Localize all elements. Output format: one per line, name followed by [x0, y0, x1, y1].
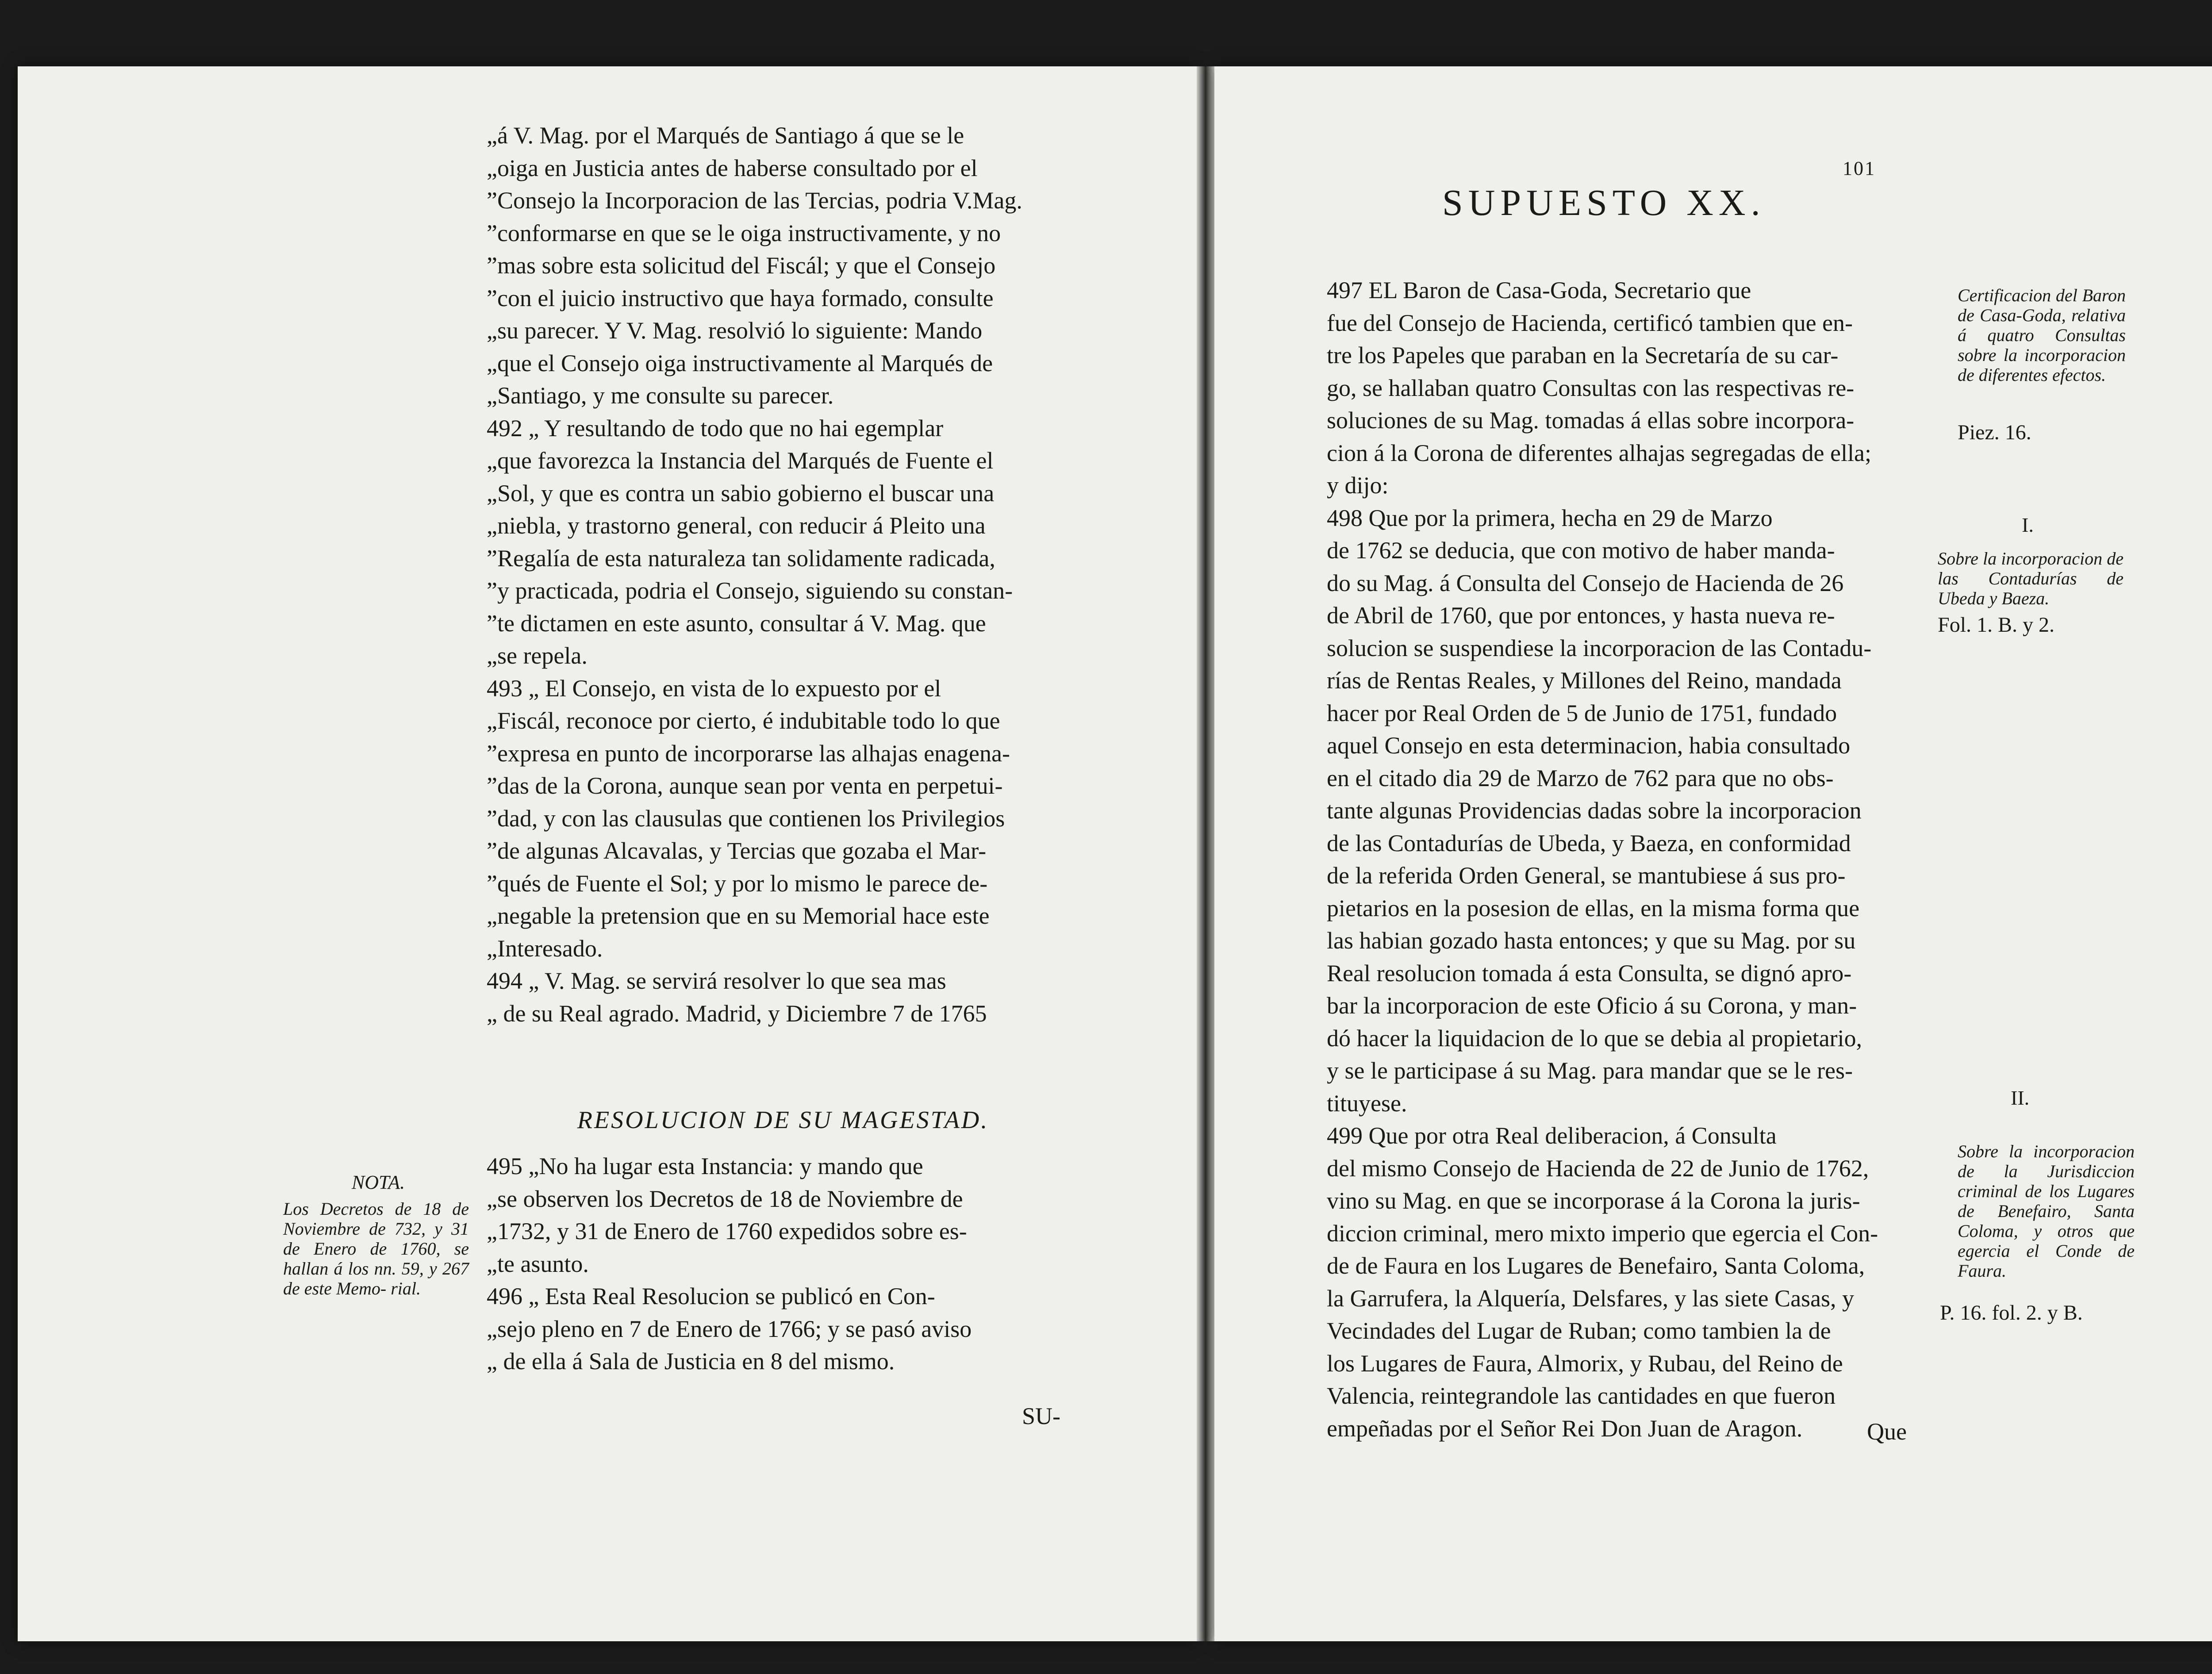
margin-ref-fol: Fol. 1. B. y 2.	[1938, 613, 2055, 637]
left-text-line: ”conformarse en que se le oiga instructivamente, y no	[487, 219, 1001, 246]
right-text-line: Real resolucion tomada á esta Consulta, se dignó apro-	[1327, 960, 1852, 987]
right-page-body	[1327, 274, 1928, 1445]
left-text-line: ”das de la Corona, aunque sean por venta en perpetui-	[487, 772, 1003, 799]
left-text-line: „Fiscál, reconoce por cierto, é indubitable todo lo que	[487, 707, 1000, 734]
book-gutter	[1197, 66, 1214, 1641]
left-text-line: „á V. Mag. por el Marqués de Santiago á que se le	[487, 122, 964, 149]
left-text-line: 493 „ El Consejo, en vista de lo expuesto por el	[487, 675, 941, 702]
right-text-line: aquel Consejo en esta determinacion, habia consultado	[1327, 732, 1851, 759]
page-number: 101	[1843, 157, 1876, 179]
left-text-line: ”expresa en punto de incorporarse las alhajas enagena-	[487, 740, 1010, 767]
right-text-line: Valencia, reintegrandole las cantidades en que fueron	[1327, 1382, 1836, 1409]
resolution-text-line: 495 „No ha lugar esta Instancia: y mando que	[487, 1153, 923, 1179]
right-text-line: dó hacer la liquidacion de lo que se debia al propietario,	[1327, 1025, 1863, 1052]
resolution-text-line: „sejo pleno en 7 de Enero de 1766; y se pasó aviso	[487, 1315, 972, 1342]
right-text-line: tante algunas Providencias dadas sobre la incorporacion	[1327, 797, 1862, 824]
nota-title: NOTA.	[351, 1171, 405, 1193]
right-text-line: rías de Rentas Reales, y Millones del Reino, mandada	[1327, 667, 1842, 694]
left-text-line: „que favorezca la Instancia del Marqués de Fuente el	[487, 447, 994, 474]
margin-numeral-1: I.	[2022, 514, 2034, 536]
left-text-line: ”te dictamen en este asunto, consultar á V. Mag. que	[487, 610, 986, 637]
left-text-line: „negable la pretension que en su Memorial hace este	[487, 902, 990, 929]
right-text-line: de las Contadurías de Ubeda, y Baeza, en conformidad	[1327, 829, 1851, 856]
right-text-line: del mismo Consejo de Hacienda de 22 de Junio de 1762,	[1327, 1155, 1869, 1182]
right-text-line: fue del Consejo de Hacienda, certificó tambien que en-	[1327, 309, 1853, 336]
left-text-line: ”y practicada, podria el Consejo, siguiendo su constan-	[487, 577, 1013, 604]
right-text-line: de Abril de 1760, que por entonces, y hasta nueva re-	[1327, 602, 1835, 629]
right-text-line: y se le participase á su Mag. para mandar que se le res-	[1327, 1057, 1853, 1084]
left-text-line: „que el Consejo oiga instructivamente al Marqués de	[487, 349, 993, 376]
left-text-line: 494 „ V. Mag. se servirá resolver lo que sea mas	[487, 968, 946, 994]
left-text-line: „Santiago, y me consulte su parecer.	[487, 382, 834, 409]
right-text-line: la Garrufera, la Alquería, Delsfares, y las siete Casas, y	[1327, 1285, 1855, 1312]
right-text-line: go, se hallaban quatro Consultas con las respectivas re-	[1327, 374, 1855, 401]
left-text-line: „Interesado.	[487, 935, 603, 962]
right-text-line: las habian gozado hasta entonces; y que su Mag. por su	[1327, 927, 1856, 954]
left-page-body	[487, 119, 1079, 1030]
left-text-line: ”mas sobre esta solicitud del Fiscál; y que el Consejo	[487, 252, 996, 279]
right-text-line: tituyese.	[1327, 1090, 1407, 1117]
right-text-line: soluciones de su Mag. tomadas á ellas sobre incorpora-	[1327, 407, 1855, 434]
right-text-line: Vecindades del Lugar de Ruban; como tambien la de	[1327, 1317, 1831, 1344]
right-text-line: empeñadas por el Señor Rei Don Juan de Aragon.	[1327, 1415, 1803, 1442]
right-text-line: do su Mag. á Consulta del Consejo de Hacienda de 26	[1327, 569, 1844, 596]
left-text-line: ”dad, y con las clausulas que contienen los Privilegios	[487, 805, 1005, 832]
left-text-line: „Sol, y que es contra un sabio gobierno el buscar una	[487, 480, 995, 507]
right-text-line: bar la incorporacion de este Oficio á su Corona, y man-	[1327, 992, 1857, 1019]
right-text-line: cion á la Corona de diferentes alhajas segregadas de ella;	[1327, 439, 1871, 466]
right-text-line: los Lugares de Faura, Almorix, y Rubau, del Reino de	[1327, 1350, 1843, 1377]
resolution-text-line: „te asunto.	[487, 1250, 589, 1277]
right-text-line: y dijo:	[1327, 472, 1389, 499]
left-text-line: ”Consejo la Incorporacion de las Tercias, podria V.Mag.	[487, 187, 1022, 214]
left-text-line: 492 „ Y resultando de todo que no hai egemplar	[487, 415, 944, 442]
left-text-line: ”de algunas Alcavalas, y Tercias que gozaba el Mar-	[487, 837, 987, 864]
margin-note-contadurias: Sobre la incorporacion de las Contadurías de Ubeda y Baeza.	[1938, 549, 2124, 608]
right-text-line: 497 EL Baron de Casa-Goda, Secretario que	[1327, 277, 1751, 303]
left-text-line: ”con el juicio instructivo que haya formado, consulte	[487, 284, 994, 311]
right-text-line: diccion criminal, mero mixto imperio que egercia el Con-	[1327, 1220, 1878, 1247]
margin-note-jurisdiccion: Sobre la incorporacion de la Jurisdiccion criminal de los Lugares de Benefairo, Santa Coloma, y otros que egercia el Conde de Faura.	[1958, 1141, 2135, 1281]
right-text-line: solucion se suspendiese la incorporacion de las Contadu-	[1327, 634, 1872, 661]
left-text-line: „su parecer. Y V. Mag. resolvió lo siguiente: Mando	[487, 317, 983, 344]
left-text-line: „niebla, y trastorno general, con reducir á Pleito una	[487, 512, 986, 539]
right-text-line: 498 Que por la primera, hecha en 29 de Marzo	[1327, 504, 1773, 531]
right-catchword: Que	[1867, 1418, 1907, 1445]
left-text-line: „ de su Real agrado. Madrid, y Diciembre 7 de 1765	[487, 1000, 987, 1027]
margin-ref-p16: P. 16. fol. 2. y B.	[1940, 1301, 2083, 1325]
margin-numeral-2: II.	[2011, 1087, 2030, 1109]
right-text-line: pietarios en la posesion de ellas, en la misma forma que	[1327, 895, 1860, 921]
right-text-line: de de Faura en los Lugares de Benefairo, Santa Coloma,	[1327, 1252, 1865, 1279]
resolution-heading: RESOLUCION DE SU MAGESTAD.	[577, 1106, 989, 1134]
left-catchword: SU-	[1022, 1403, 1061, 1429]
resolution-text-line: 496 „ Esta Real Resolucion se publicó en Con-	[487, 1283, 935, 1309]
right-text-line: tre los Papeles que paraban en la Secretaría de su car-	[1327, 342, 1839, 369]
margin-note-certificacion: Certificacion del Baron de Casa-Goda, relativa á quatro Consultas sobre la incorporacion de diferentes efectos.	[1958, 285, 2126, 385]
right-text-line: de la referida Orden General, se mantubiese á sus pro-	[1327, 862, 1846, 889]
right-text-line: hacer por Real Orden de 5 de Junio de 1751, fundado	[1327, 699, 1837, 726]
right-text-line: 499 Que por otra Real deliberacion, á Consulta	[1327, 1122, 1777, 1149]
right-text-line: en el citado dia 29 de Marzo de 762 para que no obs-	[1327, 764, 1834, 791]
supuesto-heading: SUPUESTO XX.	[1442, 182, 1766, 223]
left-text-line: „se repela.	[487, 642, 588, 669]
resolution-text-line: „1732, y 31 de Enero de 1760 expedidos sobre es-	[487, 1218, 967, 1244]
left-text-line: ”Regalía de esta naturaleza tan solidamente radicada,	[487, 545, 995, 572]
resolution-text-line: „ de ella á Sala de Justicia en 8 del mismo.	[487, 1348, 895, 1375]
left-text-line: ”qués de Fuente el Sol; y por lo mismo le parece de-	[487, 870, 988, 897]
left-text-line: „oiga en Justicia antes de haberse consultado por el	[487, 154, 978, 181]
nota-text: Los Decretos de 18 de Noviembre de 732, y 31 de Enero de 1760, se hallan á los nn. 59, y 267 de este Memo- rial.	[283, 1199, 469, 1298]
resolution-body	[487, 1150, 1079, 1378]
right-text-line: vino su Mag. en que se incorporase á la Corona la juris-	[1327, 1187, 1860, 1214]
margin-ref-piez: Piez. 16.	[1958, 421, 2032, 444]
right-text-line: de 1762 se deducia, que con motivo de haber manda-	[1327, 537, 1835, 564]
resolution-text-line: „se observen los Decretos de 18 de Noviembre de	[487, 1185, 963, 1212]
